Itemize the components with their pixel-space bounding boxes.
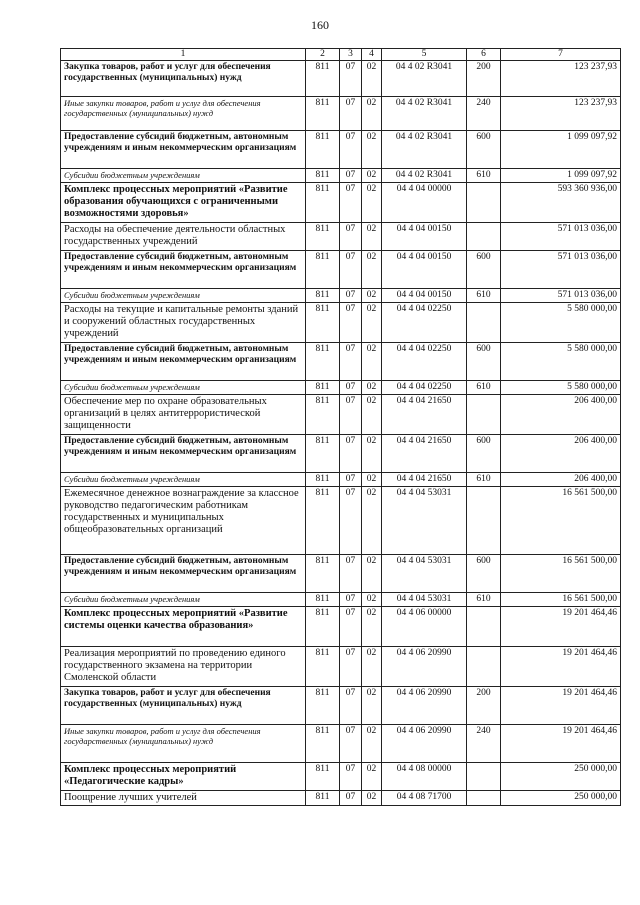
subsection-code-cell: 02 [362, 647, 382, 687]
expense-type-code-cell [467, 791, 501, 806]
section-code-cell: 07 [340, 487, 362, 555]
table-row [61, 473, 621, 487]
target-article-code-cell: 04 4 04 02250 [382, 381, 467, 395]
subsection-code-cell: 02 [362, 687, 382, 725]
table-row [61, 251, 621, 289]
ministry-code-cell: 811 [306, 131, 340, 169]
ministry-code-cell: 811 [306, 343, 340, 381]
ministry-code-cell: 811 [306, 169, 340, 183]
item-name-cell: Предоставление субсидий бюджетным, автономным учреждениям и иным некоммерческим организациям [61, 555, 306, 593]
subsection-code-cell: 02 [362, 61, 382, 97]
ministry-code-cell: 811 [306, 687, 340, 725]
ministry-code-cell: 811 [306, 791, 340, 806]
header-cell: 4 [362, 49, 382, 61]
ministry-code-cell: 811 [306, 223, 340, 251]
ministry-code-cell: 811 [306, 395, 340, 435]
table-row [61, 395, 621, 435]
amount-cell: 206 400,00 [501, 395, 621, 435]
subsection-code-cell: 02 [362, 435, 382, 473]
subsection-code-cell: 02 [362, 395, 382, 435]
subsection-code-cell: 02 [362, 289, 382, 303]
section-code-cell: 07 [340, 607, 362, 647]
expense-type-code-cell: 240 [467, 725, 501, 763]
item-name-cell: Предоставление субсидий бюджетным, автономным учреждениям и иным некоммерческим организациям [61, 131, 306, 169]
item-name-cell: Предоставление субсидий бюджетным, автономным учреждениям и иным некоммерческим организациям [61, 343, 306, 381]
ministry-code-cell: 811 [306, 303, 340, 343]
header-cell: 5 [382, 49, 467, 61]
table-row [61, 435, 621, 473]
table-row [61, 647, 621, 687]
target-article-code-cell: 04 4 04 00150 [382, 223, 467, 251]
ministry-code-cell: 811 [306, 487, 340, 555]
target-article-code-cell: 04 4 06 20990 [382, 647, 467, 687]
subsection-code-cell: 02 [362, 593, 382, 607]
amount-cell: 250 000,00 [501, 763, 621, 791]
expense-type-code-cell [467, 303, 501, 343]
subsection-code-cell: 02 [362, 303, 382, 343]
section-code-cell: 07 [340, 289, 362, 303]
subsection-code-cell: 02 [362, 343, 382, 381]
ministry-code-cell: 811 [306, 289, 340, 303]
subsection-code-cell: 02 [362, 169, 382, 183]
subsection-code-cell: 02 [362, 131, 382, 169]
expense-type-code-cell: 600 [467, 131, 501, 169]
ministry-code-cell: 811 [306, 593, 340, 607]
ministry-code-cell: 811 [306, 97, 340, 131]
item-name-cell: Комплекс процессных мероприятий «Педагогические кадры» [61, 763, 306, 791]
target-article-code-cell: 04 4 02 R3041 [382, 131, 467, 169]
target-article-code-cell: 04 4 02 R3041 [382, 97, 467, 131]
item-name-cell: Закупка товаров, работ и услуг для обеспечения государственных (муниципальных) нужд [61, 61, 306, 97]
ministry-code-cell: 811 [306, 607, 340, 647]
table-row [61, 487, 621, 555]
expense-type-code-cell: 610 [467, 381, 501, 395]
amount-cell: 571 013 036,00 [501, 289, 621, 303]
section-code-cell: 07 [340, 687, 362, 725]
amount-cell: 19 201 464,46 [501, 607, 621, 647]
subsection-code-cell: 02 [362, 487, 382, 555]
section-code-cell: 07 [340, 791, 362, 806]
header-row [61, 49, 621, 61]
table-row [61, 607, 621, 647]
target-article-code-cell: 04 4 04 21650 [382, 435, 467, 473]
amount-cell: 123 237,93 [501, 97, 621, 131]
amount-cell: 19 201 464,46 [501, 687, 621, 725]
expense-type-code-cell [467, 647, 501, 687]
expense-type-code-cell: 600 [467, 555, 501, 593]
subsection-code-cell: 02 [362, 381, 382, 395]
section-code-cell: 07 [340, 647, 362, 687]
target-article-code-cell: 04 4 04 02250 [382, 343, 467, 381]
expense-type-code-cell: 240 [467, 97, 501, 131]
table-row [61, 97, 621, 131]
amount-cell: 571 013 036,00 [501, 251, 621, 289]
expense-type-code-cell: 610 [467, 593, 501, 607]
ministry-code-cell: 811 [306, 183, 340, 223]
target-article-code-cell: 04 4 04 53031 [382, 487, 467, 555]
table-row [61, 61, 621, 97]
section-code-cell: 07 [340, 183, 362, 223]
item-name-cell: Субсидии бюджетным учреждениям [61, 593, 306, 607]
item-name-cell: Субсидии бюджетным учреждениям [61, 473, 306, 487]
expense-type-code-cell: 200 [467, 687, 501, 725]
table-row [61, 223, 621, 251]
target-article-code-cell: 04 4 08 00000 [382, 763, 467, 791]
subsection-code-cell: 02 [362, 251, 382, 289]
header-cell: 3 [340, 49, 362, 61]
section-code-cell: 07 [340, 303, 362, 343]
ministry-code-cell: 811 [306, 473, 340, 487]
expense-type-code-cell: 610 [467, 473, 501, 487]
item-name-cell: Комплекс процессных мероприятий «Развитие системы оценки качества образования» [61, 607, 306, 647]
subsection-code-cell: 02 [362, 473, 382, 487]
ministry-code-cell: 811 [306, 61, 340, 97]
target-article-code-cell: 04 4 02 R3041 [382, 169, 467, 183]
amount-cell: 5 580 000,00 [501, 343, 621, 381]
item-name-cell: Иные закупки товаров, работ и услуг для обеспечения государственных (муниципальных) нужд [61, 97, 306, 131]
target-article-code-cell: 04 4 08 71700 [382, 791, 467, 806]
target-article-code-cell: 04 4 04 00150 [382, 251, 467, 289]
section-code-cell: 07 [340, 343, 362, 381]
section-code-cell: 07 [340, 169, 362, 183]
ministry-code-cell: 811 [306, 725, 340, 763]
table-row [61, 183, 621, 223]
expense-type-code-cell [467, 395, 501, 435]
target-article-code-cell: 04 4 04 21650 [382, 395, 467, 435]
table-row [61, 343, 621, 381]
target-article-code-cell: 04 4 04 53031 [382, 593, 467, 607]
amount-cell: 5 580 000,00 [501, 381, 621, 395]
item-name-cell: Поощрение лучших учителей [61, 791, 306, 806]
expense-type-code-cell: 610 [467, 169, 501, 183]
subsection-code-cell: 02 [362, 725, 382, 763]
expense-type-code-cell [467, 763, 501, 791]
amount-cell: 16 561 500,00 [501, 593, 621, 607]
ministry-code-cell: 811 [306, 435, 340, 473]
header-cell: 7 [501, 49, 621, 61]
section-code-cell: 07 [340, 725, 362, 763]
section-code-cell: 07 [340, 395, 362, 435]
amount-cell: 16 561 500,00 [501, 555, 621, 593]
table-row [61, 555, 621, 593]
item-name-cell: Иные закупки товаров, работ и услуг для обеспечения государственных (муниципальных) нужд [61, 725, 306, 763]
item-name-cell: Закупка товаров, работ и услуг для обеспечения государственных (муниципальных) нужд [61, 687, 306, 725]
target-article-code-cell: 04 4 02 R3041 [382, 61, 467, 97]
table-row [61, 725, 621, 763]
amount-cell: 5 580 000,00 [501, 303, 621, 343]
ministry-code-cell: 811 [306, 647, 340, 687]
section-code-cell: 07 [340, 251, 362, 289]
target-article-code-cell: 04 4 04 00000 [382, 183, 467, 223]
header-cell: 1 [61, 49, 306, 61]
section-code-cell: 07 [340, 593, 362, 607]
target-article-code-cell: 04 4 04 02250 [382, 303, 467, 343]
item-name-cell: Субсидии бюджетным учреждениям [61, 169, 306, 183]
item-name-cell: Предоставление субсидий бюджетным, автономным учреждениям и иным некоммерческим организациям [61, 251, 306, 289]
target-article-code-cell: 04 4 04 00150 [382, 289, 467, 303]
item-name-cell: Обеспечение мер по охране образовательных организаций в целях антитеррористической защищенности [61, 395, 306, 435]
ministry-code-cell: 811 [306, 251, 340, 289]
section-code-cell: 07 [340, 97, 362, 131]
table-row [61, 131, 621, 169]
section-code-cell: 07 [340, 555, 362, 593]
expense-type-code-cell: 600 [467, 435, 501, 473]
table-body [61, 61, 621, 806]
section-code-cell: 07 [340, 435, 362, 473]
target-article-code-cell: 04 4 06 00000 [382, 607, 467, 647]
amount-cell: 1 099 097,92 [501, 131, 621, 169]
table-row [61, 763, 621, 791]
table-row [61, 687, 621, 725]
expense-type-code-cell: 600 [467, 343, 501, 381]
subsection-code-cell: 02 [362, 97, 382, 131]
expense-type-code-cell [467, 183, 501, 223]
section-code-cell: 07 [340, 61, 362, 97]
amount-cell: 1 099 097,92 [501, 169, 621, 183]
table-row [61, 381, 621, 395]
item-name-cell: Субсидии бюджетным учреждениям [61, 381, 306, 395]
header-cell: 6 [467, 49, 501, 61]
budget-table [60, 48, 621, 806]
section-code-cell: 07 [340, 131, 362, 169]
item-name-cell: Ежемесячное денежное вознаграждение за классное руководство педагогическим работникам государственных и муниципальных общеобразовательных организаций [61, 487, 306, 555]
table-row [61, 791, 621, 806]
subsection-code-cell: 02 [362, 555, 382, 593]
amount-cell: 19 201 464,46 [501, 725, 621, 763]
ministry-code-cell: 811 [306, 381, 340, 395]
table-row [61, 289, 621, 303]
target-article-code-cell: 04 4 04 21650 [382, 473, 467, 487]
subsection-code-cell: 02 [362, 763, 382, 791]
header-cell: 2 [306, 49, 340, 61]
target-article-code-cell: 04 4 06 20990 [382, 687, 467, 725]
section-code-cell: 07 [340, 473, 362, 487]
item-name-cell: Комплекс процессных мероприятий «Развитие образования обучающихся с ограниченными возможностями здоровья» [61, 183, 306, 223]
amount-cell: 593 360 936,00 [501, 183, 621, 223]
amount-cell: 250 000,00 [501, 791, 621, 806]
target-article-code-cell: 04 4 04 53031 [382, 555, 467, 593]
subsection-code-cell: 02 [362, 607, 382, 647]
item-name-cell: Субсидии бюджетным учреждениям [61, 289, 306, 303]
expense-type-code-cell: 610 [467, 289, 501, 303]
item-name-cell: Расходы на текущие и капитальные ремонты зданий и сооружений областных государственных учреждений [61, 303, 306, 343]
item-name-cell: Реализация мероприятий по проведению единого государственного экзамена на территории Смоленской области [61, 647, 306, 687]
amount-cell: 123 237,93 [501, 61, 621, 97]
subsection-code-cell: 02 [362, 223, 382, 251]
page-number: 160 [311, 18, 329, 32]
section-code-cell: 07 [340, 381, 362, 395]
amount-cell: 16 561 500,00 [501, 487, 621, 555]
amount-cell: 206 400,00 [501, 435, 621, 473]
target-article-code-cell: 04 4 06 20990 [382, 725, 467, 763]
ministry-code-cell: 811 [306, 763, 340, 791]
section-code-cell: 07 [340, 223, 362, 251]
amount-cell: 19 201 464,46 [501, 647, 621, 687]
table-row [61, 303, 621, 343]
ministry-code-cell: 811 [306, 555, 340, 593]
expense-type-code-cell: 200 [467, 61, 501, 97]
expense-type-code-cell: 600 [467, 251, 501, 289]
item-name-cell: Предоставление субсидий бюджетным, автономным учреждениям и иным некоммерческим организациям [61, 435, 306, 473]
table-row [61, 169, 621, 183]
amount-cell: 206 400,00 [501, 473, 621, 487]
item-name-cell: Расходы на обеспечение деятельности областных государственных учреждений [61, 223, 306, 251]
expense-type-code-cell [467, 607, 501, 647]
subsection-code-cell: 02 [362, 183, 382, 223]
amount-cell: 571 013 036,00 [501, 223, 621, 251]
section-code-cell: 07 [340, 763, 362, 791]
expense-type-code-cell [467, 223, 501, 251]
table-row [61, 593, 621, 607]
expense-type-code-cell [467, 487, 501, 555]
subsection-code-cell: 02 [362, 791, 382, 806]
